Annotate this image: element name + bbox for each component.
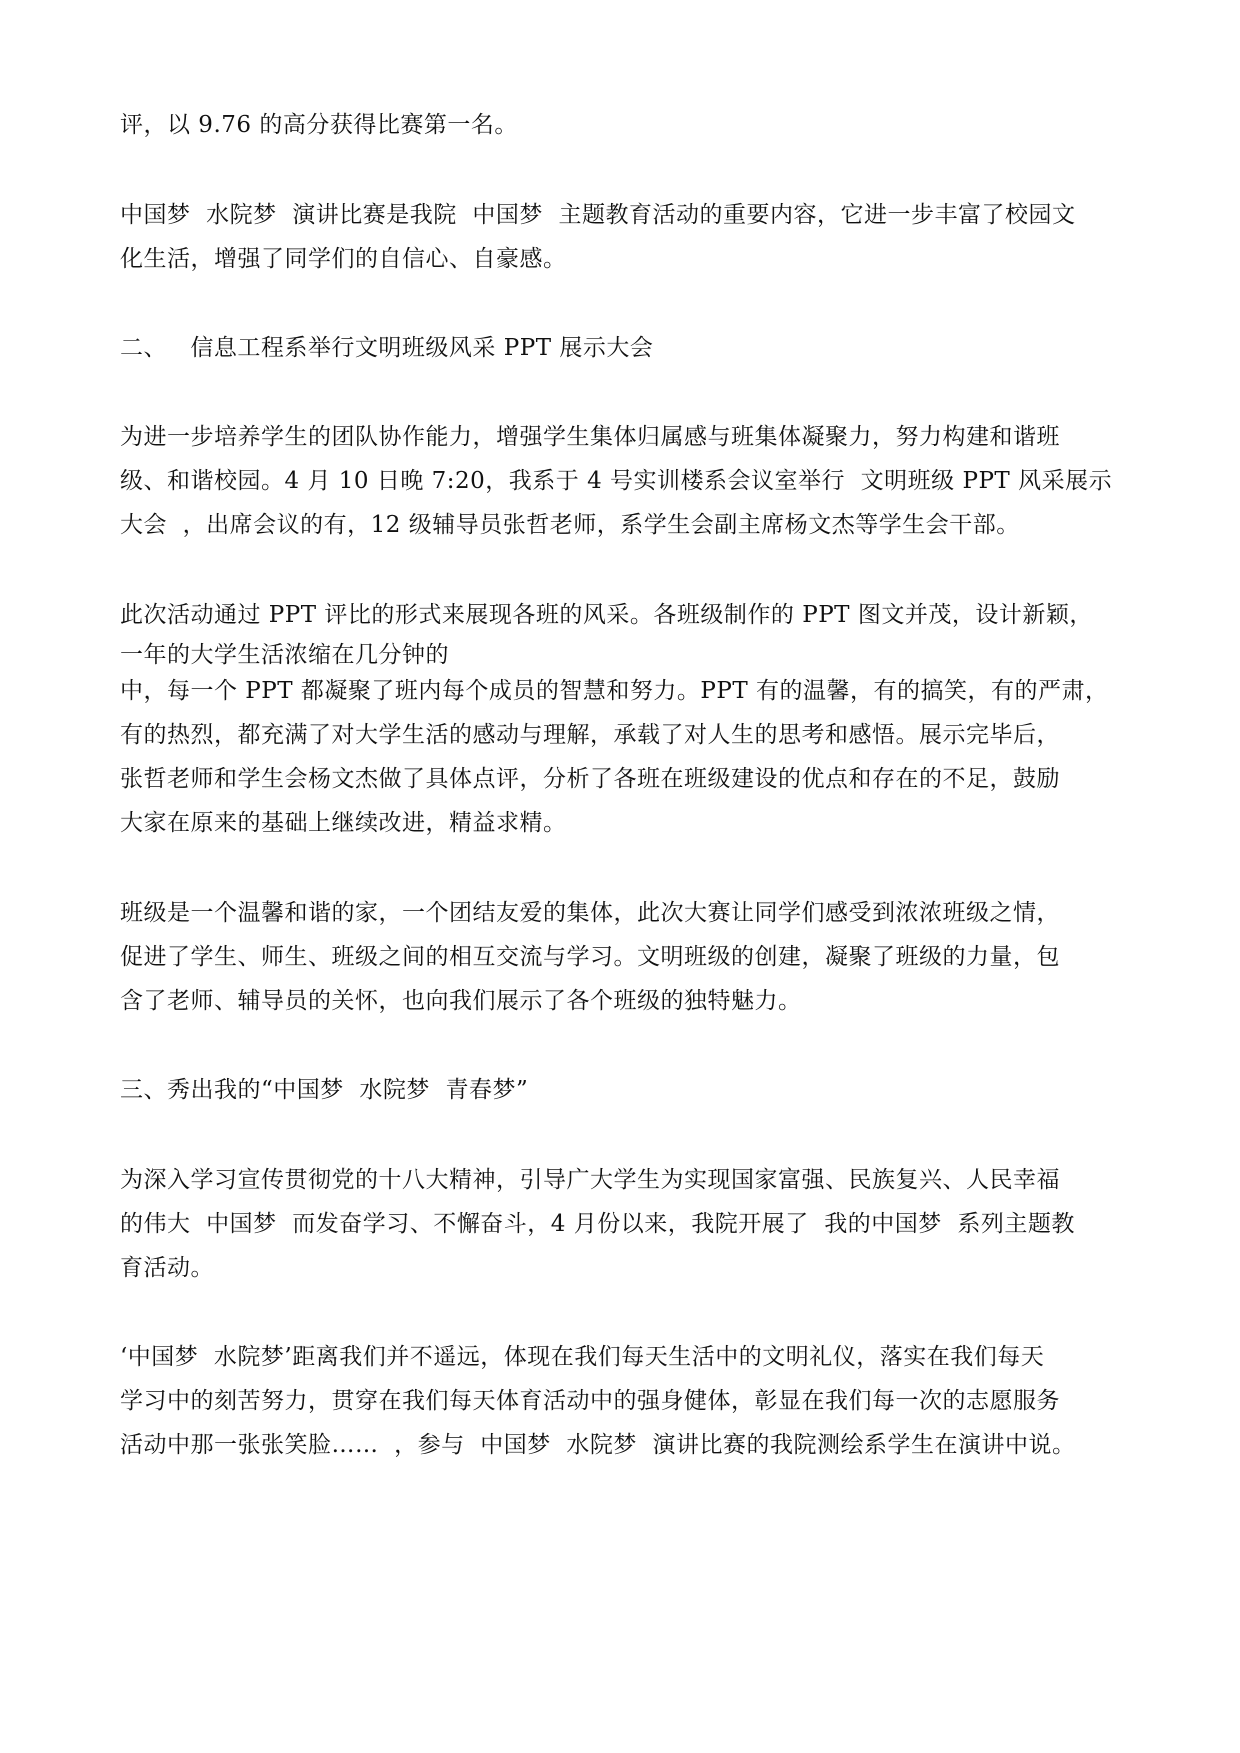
paragraph-line: 张哲老师和学生会杨文杰做了具体点评，分析了各班在班级建设的优点和存在的不足，鼓励 xyxy=(120,766,1060,792)
paragraph-line: 学习中的刻苦努力，贯穿在我们每天体育活动中的强身健体，彰显在我们每一次的志愿服务 xyxy=(120,1388,1060,1414)
paragraph-line: 促进了学生、师生、班级之间的相互交流与学习。文明班级的创建，凝聚了班级的力量，包 xyxy=(120,944,1060,970)
paragraph-line: 大家在原来的基础上继续改进，精益求精。 xyxy=(120,810,567,836)
paragraph-line: 有的热烈，都充满了对大学生活的感动与理解，承载了对人生的思考和感悟。展示完毕后， xyxy=(120,722,1060,748)
paragraph-line: 级、和谐校园。4 月 10 日晚 7:20，我系于 4 号实训楼系会议室举行 文明班级 PPT 风采展示 xyxy=(120,468,1113,494)
paragraph-line: ‘中国梦 水院梦’距离我们并不遥远，体现在我们每天生活中的文明礼仪，落实在我们每天 xyxy=(120,1344,1045,1370)
paragraph-line: 中，每一个 PPT 都凝聚了班内每个成员的智慧和努力。PPT 有的温馨，有的搞笑，有的严肃， xyxy=(120,678,1109,704)
paragraph-line: 育活动。 xyxy=(120,1255,214,1281)
paragraph-line: 含了老师、辅导员的关怀，也向我们展示了各个班级的独特魅力。 xyxy=(120,988,802,1014)
paragraph-line: 此次活动通过 PPT 评比的形式来展现各班的风采。各班级制作的 PPT 图文并茂，设计新颖， xyxy=(120,602,1093,628)
paragraph-line: 评，以 9.76 的高分获得比赛第一名。 xyxy=(120,112,518,138)
paragraph-line: 一年的大学生活浓缩在几分钟的 xyxy=(120,642,449,668)
section-heading: 三、秀出我的“中国梦 水院梦 青春梦” xyxy=(120,1077,529,1103)
section-heading: 二、 信息工程系举行文明班级风采 PPT 展示大会 xyxy=(120,335,654,361)
paragraph-line: 大会 ，出席会议的有，12 级辅导员张哲老师，系学生会副主席杨文杰等学生会干部。 xyxy=(120,512,1020,538)
paragraph-line: 为深入学习宣传贯彻党的十八大精神，引导广大学生为实现国家富强、民族复兴、人民幸福 xyxy=(120,1167,1060,1193)
paragraph-line: 化生活，增强了同学们的自信心、自豪感。 xyxy=(120,246,567,272)
paragraph-line: 为进一步培养学生的团队协作能力，增强学生集体归属感与班集体凝聚力，努力构建和谐班 xyxy=(120,424,1060,450)
paragraph-line: 的伟大 中国梦 而发奋学习、不懈奋斗，4 月份以来，我院开展了 我的中国梦 系列主题教 xyxy=(120,1211,1075,1237)
paragraph-line: 活动中那一张张笑脸…… ，参与 中国梦 水院梦 演讲比赛的我院测绘系学生在演讲中说。 xyxy=(120,1432,1076,1458)
paragraph-line: 班级是一个温馨和谐的家，一个团结友爱的集体，此次大赛让同学们感受到浓浓班级之情， xyxy=(120,900,1060,926)
paragraph-line: 中国梦 水院梦 演讲比赛是我院 中国梦 主题教育活动的重要内容，它进一步丰富了校园文 xyxy=(120,202,1076,228)
